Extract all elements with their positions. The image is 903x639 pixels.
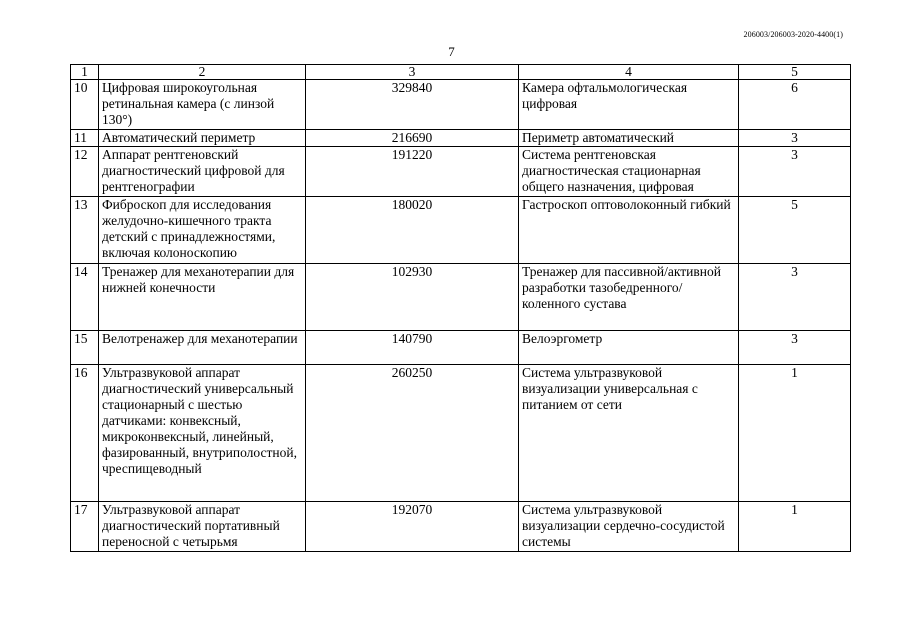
row-number: 15 [71, 331, 99, 365]
column-header: 4 [519, 65, 739, 80]
item-quantity: 1 [739, 502, 851, 552]
equipment-table [70, 64, 851, 552]
table-row [71, 197, 851, 264]
item-quantity: 5 [739, 197, 851, 264]
row-number: 14 [71, 264, 99, 331]
document-id: 206003/206003-2020-4400(1) [743, 30, 843, 39]
item-name: Аппарат рентгеновский диагностический цифровой для рентгенографии [99, 147, 306, 197]
item-type: Система ультразвуковой визуализации универсальная с питанием от сети [519, 365, 739, 502]
table-row [71, 264, 851, 331]
column-header: 1 [71, 65, 99, 80]
column-header: 3 [306, 65, 519, 80]
table-row [71, 502, 851, 552]
item-name: Цифровая широкоугольная ретинальная камера (с линзой 130°) [99, 80, 306, 130]
row-number: 13 [71, 197, 99, 264]
item-name: Тренажер для механотерапии для нижней конечности [99, 264, 306, 331]
table-row [71, 147, 851, 197]
item-code: 260250 [306, 365, 519, 502]
item-code: 192070 [306, 502, 519, 552]
table-header-row [71, 65, 851, 80]
item-quantity: 3 [739, 147, 851, 197]
row-number: 10 [71, 80, 99, 130]
item-quantity: 6 [739, 80, 851, 130]
item-type: Гастроскоп оптоволоконный гибкий [519, 197, 739, 264]
item-type: Тренажер для пассивной/активной разработки тазобедренного/ коленного сустава [519, 264, 739, 331]
item-name: Автоматический периметр [99, 130, 306, 147]
item-code: 102930 [306, 264, 519, 331]
table-row [71, 80, 851, 130]
column-header: 5 [739, 65, 851, 80]
item-quantity: 1 [739, 365, 851, 502]
row-number: 11 [71, 130, 99, 147]
item-code: 140790 [306, 331, 519, 365]
table-row [71, 331, 851, 365]
item-code: 180020 [306, 197, 519, 264]
item-type: Периметр автоматический [519, 130, 739, 147]
table-row [71, 130, 851, 147]
item-type: Система ультразвуковой визуализации сердечно-сосудистой системы [519, 502, 739, 552]
item-type: Система рентгеновская диагностическая стационарная общего назначения, цифровая [519, 147, 739, 197]
row-number: 16 [71, 365, 99, 502]
item-quantity: 3 [739, 331, 851, 365]
row-number: 12 [71, 147, 99, 197]
item-name: Ультразвуковой аппарат диагностический портативный переносной с четырьмя [99, 502, 306, 552]
item-code: 216690 [306, 130, 519, 147]
item-name: Ультразвуковой аппарат диагностический универсальный стационарный с шестью датчиками: конвексный, микроконвексный, линейный, фазированный, внутриполостной, чреспищеводный [99, 365, 306, 502]
item-name: Велотренажер для механотерапии [99, 331, 306, 365]
item-name: Фиброскоп для исследования желудочно-кишечного тракта детский с принадлежностями, включая колоноскопию [99, 197, 306, 264]
column-header: 2 [99, 65, 306, 80]
item-quantity: 3 [739, 130, 851, 147]
item-code: 329840 [306, 80, 519, 130]
item-type: Велоэргометр [519, 331, 739, 365]
item-quantity: 3 [739, 264, 851, 331]
row-number: 17 [71, 502, 99, 552]
page-number: 7 [448, 44, 455, 59]
table-row [71, 365, 851, 502]
item-code: 191220 [306, 147, 519, 197]
item-type: Камера офтальмологическая цифровая [519, 80, 739, 130]
